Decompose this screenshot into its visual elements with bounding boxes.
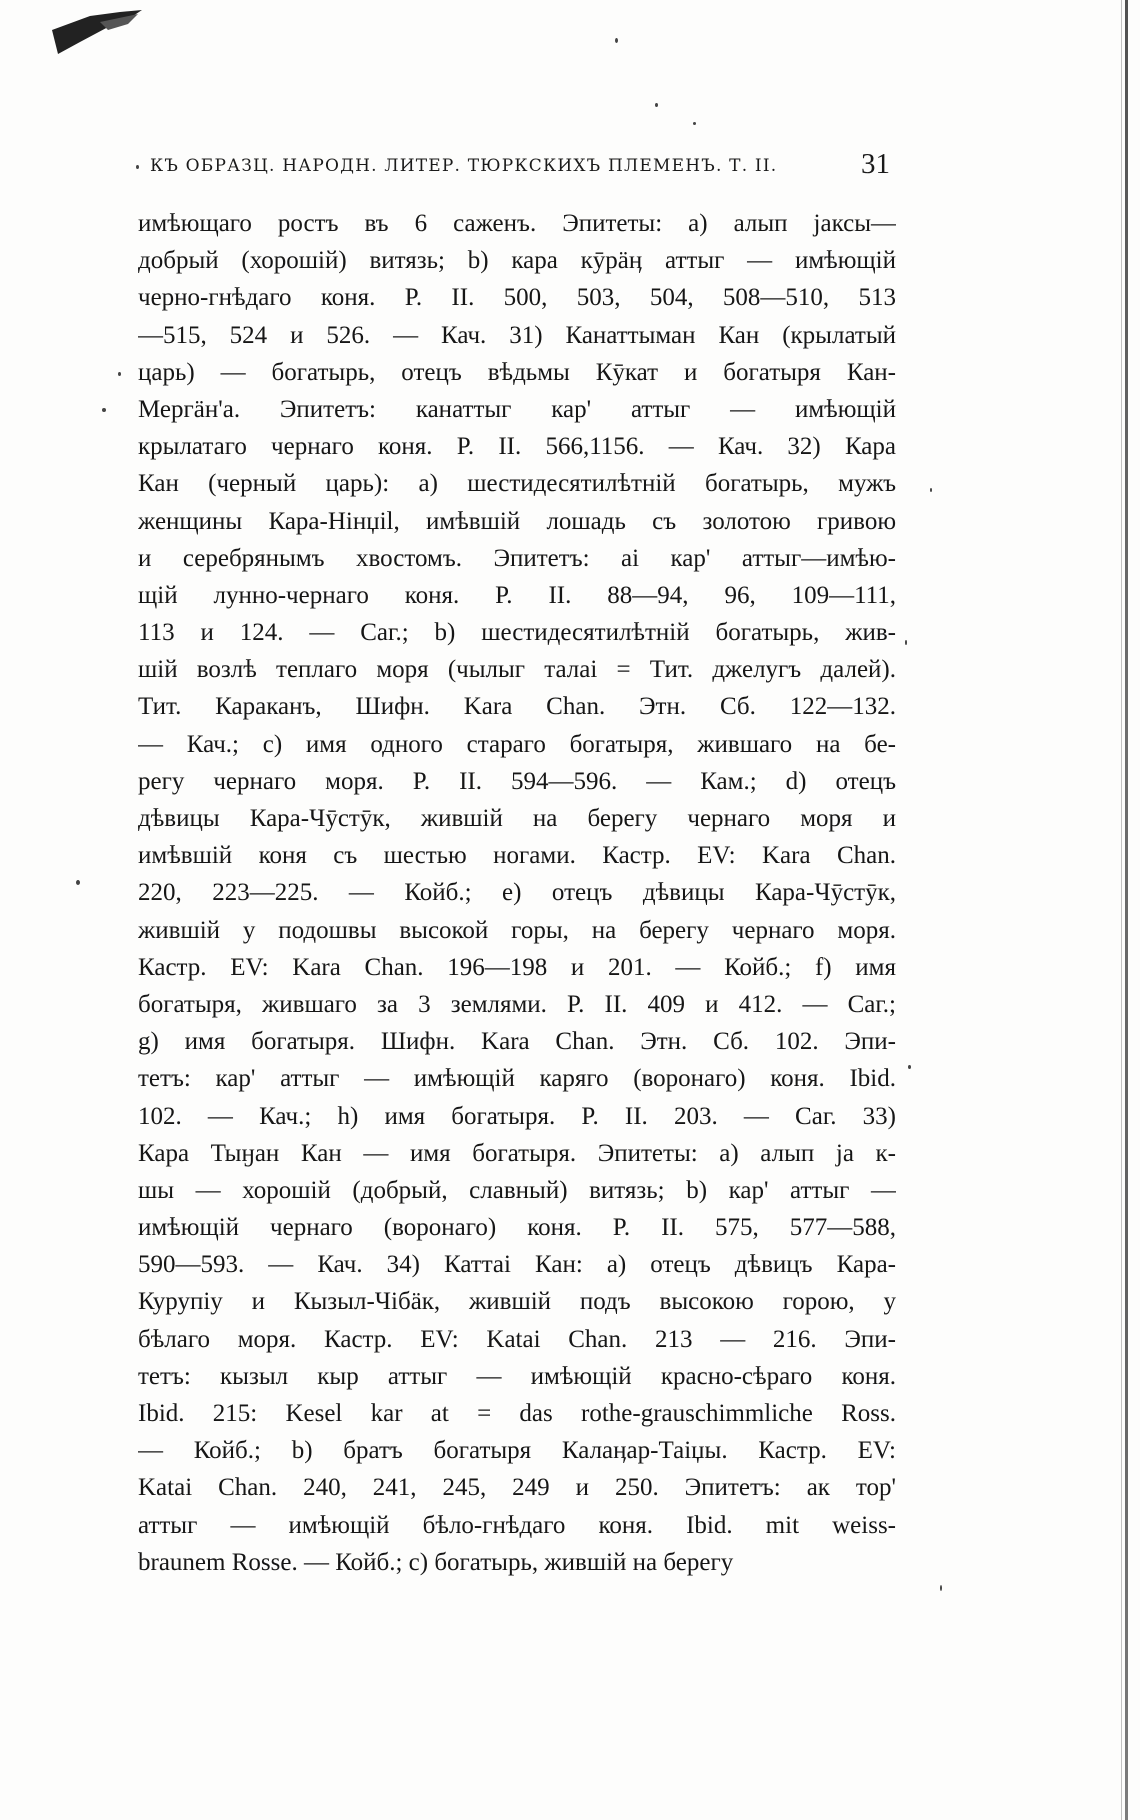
text-line: шы — хорошій (добрый, славный) витязь; b) кар' аттыг — [138, 1176, 896, 1204]
text-line: Ibid. 215: Kesel kar at = das rothe-grauschimmliche Ross. [138, 1400, 896, 1427]
text-line: царь) — богатырь, отецъ вѣдьмы Кӯкат и богатыря Кан- [138, 358, 896, 386]
text-line: добрый (хорошій) витязь; b) кара кӯрӓӊ аттыг — имѣющій [138, 247, 896, 275]
text-line: шій возлѣ теплаго моря (чылыг талаі = Тит. джелугъ далей). [138, 656, 896, 684]
text-line: 113 и 124. — Саг.; b) шестидесятилѣтній богатырь, жив- [138, 619, 896, 647]
dust-speck [930, 488, 932, 492]
running-title: КЪ ОБРАЗЦ. НАРОДН. ЛИТЕР. ТЮРКСКИХЪ ПЛЕМЕНЪ. Т. II. [150, 156, 778, 176]
text-line: имѣющаго ростъ въ 6 саженъ. Эпитеты: а) алып јаксы— [138, 210, 896, 237]
text-line: имѣющій чернаго (воронаго) коня. P. II. 575, 577—588, [138, 1214, 896, 1242]
text-line: —515, 524 и 526. — Кач. 31) Канаттыман Кан (крылатый [138, 321, 896, 349]
text-line: крылатаго чернаго коня. P. II. 566,1156. — Кач. 32) Кара [138, 433, 896, 461]
text-line: 220, 223—225. — Койб.; е) отецъ дѣвицы Кара-Чӯстӯк, [138, 879, 896, 907]
dust-speck [693, 122, 696, 125]
page-edge-line [1121, 0, 1122, 1820]
dust-speck [76, 880, 80, 885]
text-line: 102. — Кач.; h) имя богатыря. P. II. 203. — Саг. 33) [138, 1102, 896, 1130]
text-line: жившій у подошвы высокой горы, на берегу чернаго моря. [138, 916, 896, 944]
dust-speck [940, 1585, 942, 1591]
text-line: g) имя богатыря. Шифн. Kara Chan. Этн. Сб. 102. Эпи- [138, 1028, 896, 1056]
text-line: Katai Chan. 240, 241, 245, 249 и 250. Эпитетъ: ак тор' [138, 1474, 896, 1502]
text-line: аттыг — имѣющій бѣло-гнѣдаго коня. Ibid. mit weiss- [138, 1511, 896, 1539]
text-line: Кара Тыӈан Кан — имя богатыря. Эпитеты: а) алып ја к- [138, 1139, 896, 1167]
body-text [138, 205, 896, 1581]
text-line: черно-гнѣдаго коня. P. II. 500, 503, 504, 508—510, 513 [138, 284, 896, 312]
text-line: дѣвицы Кара-Чӯстӯк, жившій на берегу чернаго моря и [138, 805, 896, 832]
dust-speck [905, 640, 907, 645]
dust-speck [615, 38, 618, 43]
text-line: Кастр. EV: Kara Chan. 196—198 и 201. — Койб.; f) имя [138, 953, 896, 981]
page-number: 31 [861, 148, 890, 180]
text-line: богатыря, жившаго за 3 землями. P. II. 409 и 412. — Саг.; [138, 990, 896, 1018]
text-line: имѣвшій коня съ шестью ногами. Кастр. EV: Kara Chan. [138, 842, 896, 870]
text-line: и серебрянымъ хвостомъ. Эпитетъ: аі кар' аттыг—имѣю- [138, 544, 896, 572]
dust-speck [102, 408, 106, 412]
scan-artifact-mark [50, 8, 145, 58]
text-line: — Койб.; b) братъ богатыря Калаӊар-Таіџы. Кастр. EV: [138, 1437, 896, 1465]
page-edge-shadow [1125, 0, 1128, 1820]
text-line: braunem Rosse. — Койб.; с) богатырь, жившій на берегу [138, 1548, 734, 1576]
text-line: щій лунно-чернаго коня. P. II. 88—94, 96, 109—111, [138, 581, 896, 609]
text-line: регу чернаго моря. P. II. 594—596. — Кам.; d) отецъ [138, 767, 896, 795]
text-line: Курупіу и Кызыл-Чібӓк, жившій подъ высокою горою, у [138, 1288, 896, 1316]
text-line: Кан (черный царь): а) шестидесятилѣтній богатырь, мужъ [138, 470, 896, 498]
text-line: тетъ: кызыл кыр аттыг — имѣющій красно-сѣраго коня. [138, 1362, 896, 1390]
dust-speck [118, 372, 121, 376]
text-line: — Кач.; с) имя одного стараго богатыря, жившаго на бе- [138, 730, 896, 758]
dust-speck [136, 165, 139, 169]
text-line: 590—593. — Кач. 34) Каттаі Кан: а) отецъ дѣвицъ Кара- [138, 1251, 896, 1279]
text-line: Тит. Караканъ, Шифн. Kara Chan. Этн. Сб. 122—132. [138, 693, 896, 721]
dust-speck [908, 1065, 911, 1069]
running-head [150, 148, 890, 188]
text-line: Мергӓн'а. Эпитетъ: канаттыг кар' аттыг — имѣющій [138, 395, 896, 423]
text-line: тетъ: кар' аттыг — имѣющій каряго (воронаго) коня. Ibid. [138, 1065, 896, 1093]
text-line: бѣлаго моря. Кастр. EV: Katai Chan. 213 — 216. Эпи- [138, 1325, 896, 1353]
text-line: женщины Кара-Нінџіl, имѣвшій лошадь съ золотою гривою [138, 507, 896, 535]
dust-speck [655, 103, 658, 107]
